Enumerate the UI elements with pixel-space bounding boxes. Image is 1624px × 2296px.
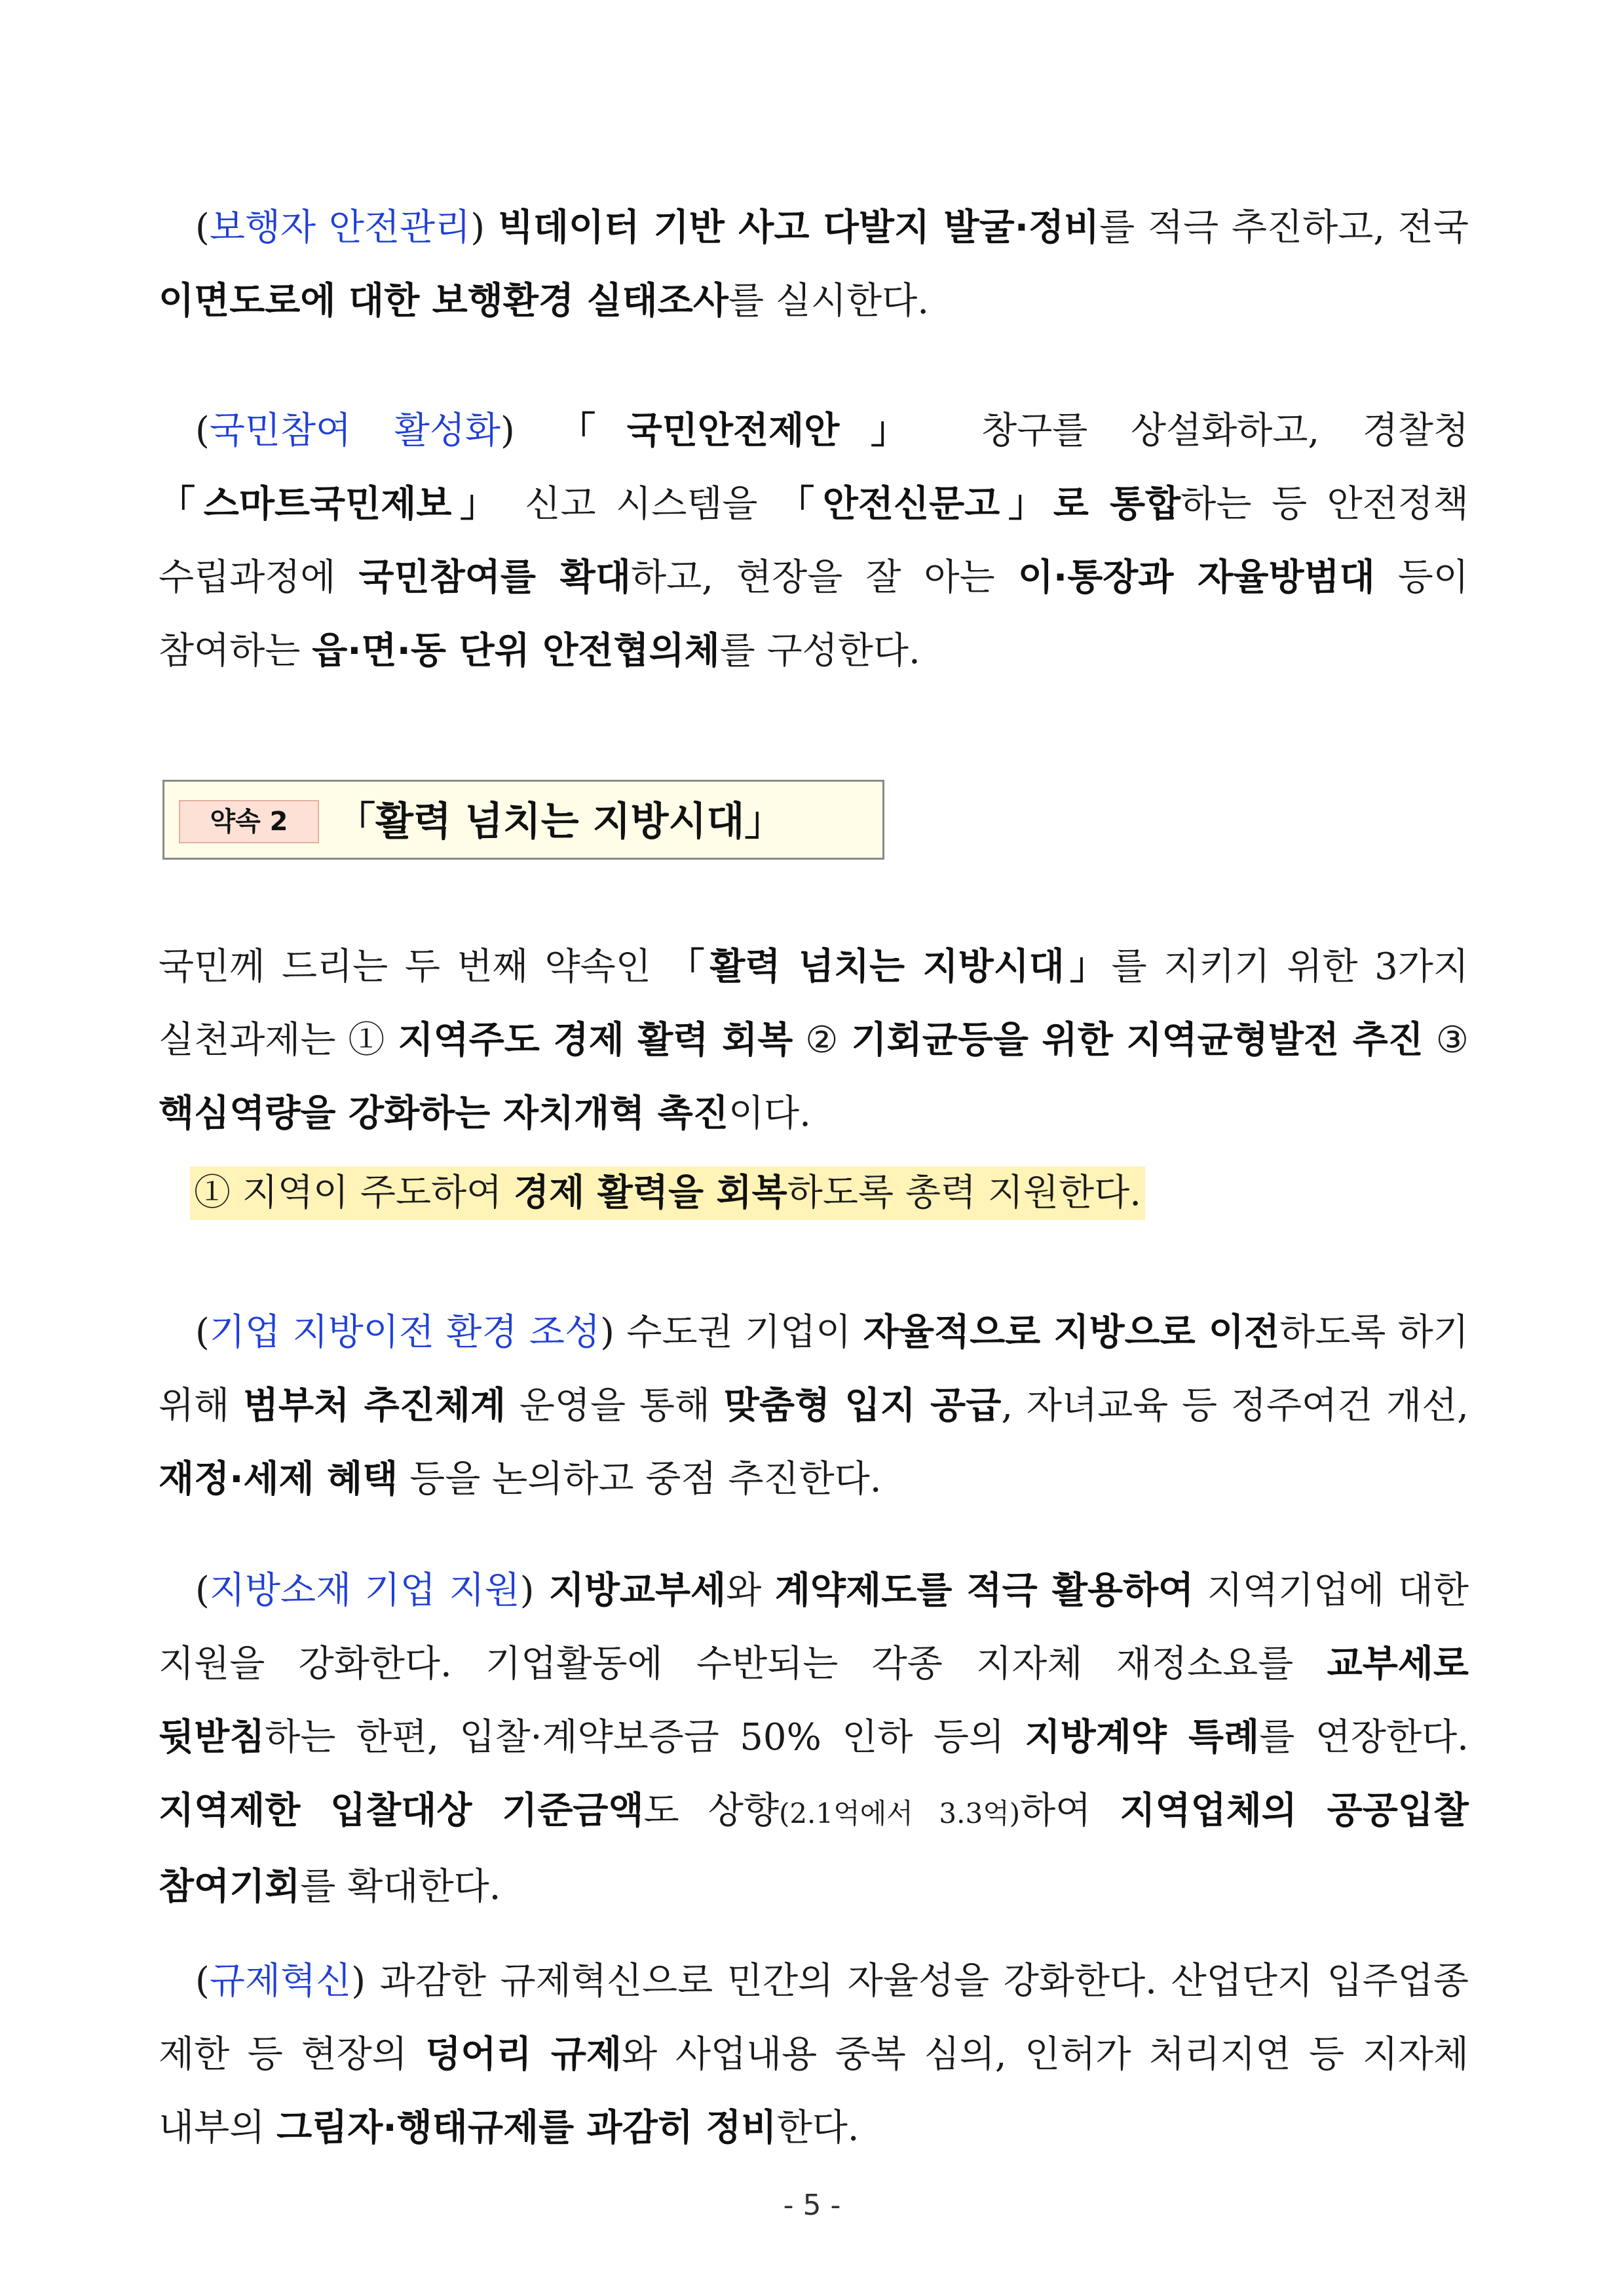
paragraph-pedestrian-safety: (보행자 안전관리) 빅데이터 기반 사고 다발지 발굴·정비를 적극 추진하고, 전국 이면도로에 대한 보행환경 실태조사를 실시한다. [159, 206, 1469, 322]
promise-title: 「활력 넘치는 지방시대」 [336, 799, 784, 845]
promise-number-tag: 약속 2 [179, 800, 319, 843]
promise-heading-box [162, 780, 884, 860]
section-label-local-business-support: 지방소재 기업 지원 [209, 1569, 520, 1612]
section-label-business-relocation: 기업 지방이전 환경 조성 [209, 1311, 601, 1354]
paragraph-citizen-participation: (국민참여 활성화) 「국민안전제안」 창구를 상설화하고, 경찰청 「스마트국민제보」 신고 시스템을 「안전신문고」로 통합하는 등 안전정책 수립과정에 국민참여를 확대하고, 현장을 잘 아는 이·통장과 자율방범대 등이 참여하는 읍·면·동 단위 안전협의체를 구성한다. [159, 410, 1469, 672]
paragraph-regulatory-innovation: (규제혁신) 과감한 규제혁신으로 민간의 자율성을 강화한다. 산업단지 입주업종 제한 등 현장의 덩어리 규제와 사업내용 중복 심의, 인허가 처리지연 등 지자체 내부의 그림자·행태규제를 과감히 정비한다. [159, 1960, 1469, 2149]
paragraph-local-business-support: (지방소재 기업 지원) 지방교부세와 계약제도를 적극 활용하여 지역기업에 대한 지원을 강화한다. 기업활동에 수반되는 각종 지자체 재정소요를 교부세로 뒷받침하는 한편, 입찰·계약보증금 50% 인하 등의 지방계약 특례를 연장한다. 지역제한 입찰대상 기준금액도 상향(2.1억에서 3.3억)하여 지역업체의 공공입찰 참여기회를 확대한다. [159, 1569, 1469, 1908]
section-label-pedestrian-safety: 보행자 안전관리 [209, 206, 471, 249]
section-label-citizen-participation: 국민참여 활성화 [209, 410, 501, 452]
paragraph-business-relocation: (기업 지방이전 환경 조성) 수도권 기업이 자율적으로 지방으로 이전하도록 하기 위해 범부처 추진체계 운영을 통해 맞춤형 입지 공급, 자녀교육 등 정주여건 개선, 재정·세제 혜택 등을 논의하고 중점 추진한다. [159, 1311, 1469, 1501]
page-number: - 5 - [783, 2189, 841, 2222]
paragraph-promise-intro: 국민께 드리는 두 번째 약속인 「활력 넘치는 지방시대」를 지키기 위한 3가지 실천과제는 ① 지역주도 경제 활력 회복 ② 기회균등을 위한 지역균형발전 추진 ③ 핵심역량을 강화하는 자치개혁 촉진이다. [159, 946, 1469, 1135]
task-item-1: ① 지역이 주도하여 경제 활력을 회복하도록 총력 지원한다. [190, 1166, 1145, 1220]
section-label-regulatory-innovation: 규제혁신 [209, 1960, 352, 2002]
